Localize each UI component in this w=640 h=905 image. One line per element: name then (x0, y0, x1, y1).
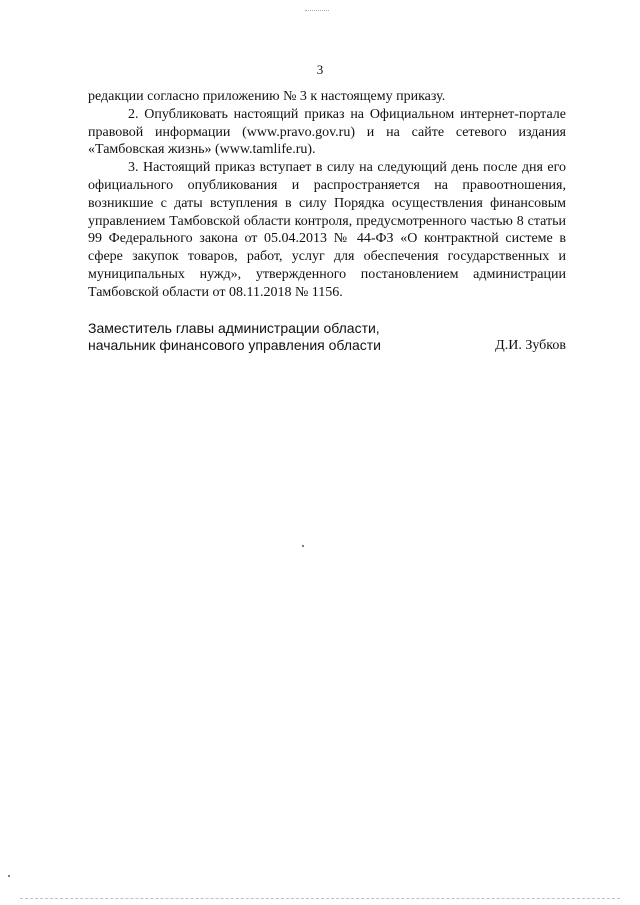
scan-top-specks (305, 10, 329, 13)
paragraph-continuation: редакции согласно приложению № 3 к настоящему приказу. (88, 89, 446, 104)
document-body (88, 88, 566, 302)
signatory-title-line-1: Заместитель главы администрации области, (88, 320, 380, 336)
paragraph-item-2: 2. Опубликовать настоящий приказ на Официальном интернет-портале правовой информации (www.pravo.gov.ru) и на сайте сетевого издания «Тамбовская жизнь» (www.tamlife.ru). (88, 106, 566, 158)
scan-speck (302, 545, 304, 547)
scan-bottom-noise (20, 898, 620, 903)
page-number: 3 (316, 62, 324, 77)
paragraph-item-3: 3. Настоящий приказ вступает в силу на следующий день после дня его официального опубликования и распространяется на правоотношения, возникшие с даты вступления в силу Порядка осуществления финансовым управлением Тамбовской области контроля, предусмотренного частью 8 статьи 99 Федерального закона от 05.04.2013 № 44-ФЗ «О контрактной системе в сфере закупок товаров, работ, услуг для обеспечения государственных и муниципальных нужд», утвержденного постановлением администрации Тамбовской области от 08.11.2018 № 1156. (88, 160, 566, 300)
signatory-title-line-2: начальник финансового управления области (88, 337, 382, 353)
scan-speck (8, 875, 10, 877)
signature-block (88, 320, 566, 354)
signatory-name: Д.И. Зубков (495, 338, 566, 353)
